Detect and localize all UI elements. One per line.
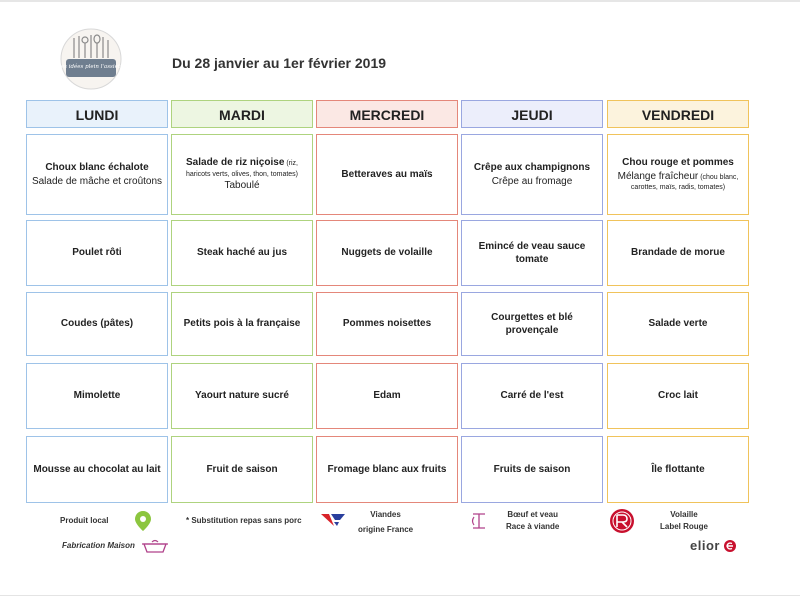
meal-line <box>501 389 564 403</box>
menu-cell <box>461 220 603 286</box>
meal-line <box>184 317 301 331</box>
day-header: VENDREDI <box>607 100 749 128</box>
menu-cell <box>316 436 458 503</box>
menu-cell <box>26 292 168 356</box>
menu-cell <box>316 363 458 429</box>
location-pin-icon <box>134 510 152 537</box>
meal-line <box>651 463 704 477</box>
menu-cell <box>26 363 168 429</box>
legend-boeuf-veau: Bœuf et veau Race à viande <box>506 510 560 531</box>
meal-line <box>195 389 289 403</box>
meal-line <box>474 161 590 175</box>
meal-main: Pommes noisettes <box>342 318 432 330</box>
day-header: MERCREDI <box>316 100 458 128</box>
legend-produit-local: Produit local <box>60 516 109 525</box>
meal-main: Mimolette <box>73 390 121 402</box>
day-column-mardi <box>171 100 313 510</box>
meal-line <box>343 317 431 331</box>
menu-cell <box>461 363 603 429</box>
meal-detail: haricots verts, olives, thon, tomates) <box>185 170 299 178</box>
meal-line <box>61 317 133 331</box>
legend-fabrication-maison: Fabrication Maison <box>62 541 135 550</box>
meal-main: Coudes (pâtes) <box>60 318 134 330</box>
meal-line <box>341 246 432 260</box>
meal-second: Taboulé <box>224 180 260 192</box>
menu-cell <box>461 134 603 215</box>
menu-cell <box>26 134 168 215</box>
day-column-vendredi <box>607 100 749 510</box>
legend-volaille: Volaille Label Rouge <box>660 510 709 531</box>
meal-main: Île flottante <box>651 463 705 475</box>
cooking-pot-icon <box>141 538 169 559</box>
meal-main: Salade verte <box>648 318 708 330</box>
meal-main: Carré de l'est <box>500 390 564 402</box>
menu-cell <box>316 220 458 286</box>
meal-line <box>186 156 298 170</box>
meal-line <box>74 389 121 403</box>
logo-text: Des idées plein l'assiette <box>56 64 126 70</box>
meal-main: Betteraves au maïs <box>341 168 433 180</box>
meal-main: Mousse au chocolat au lait <box>33 463 161 475</box>
day-column-lundi <box>26 100 168 510</box>
day-header: LUNDI <box>26 100 168 128</box>
meal-main: Petits pois à la française <box>183 318 301 330</box>
meal-line <box>45 161 148 175</box>
menu-cell <box>171 363 313 429</box>
meal-main: Steak haché au jus <box>196 247 288 259</box>
menu-cell <box>461 292 603 356</box>
menu-cell <box>607 363 749 429</box>
menu-cell <box>607 436 749 503</box>
label-rouge-icon <box>608 507 636 540</box>
menu-cell <box>171 134 313 215</box>
meal-line <box>373 389 400 403</box>
menu-cell <box>607 292 749 356</box>
brand-mark-icon <box>723 539 737 553</box>
viandes-france-icon <box>320 512 346 533</box>
day-column-mercredi <box>316 100 458 510</box>
meal-line <box>658 389 698 403</box>
meal-line <box>649 317 708 331</box>
meal-detail: carottes, maïs, radis, tomates) <box>630 184 726 192</box>
meal-main: Fruit de saison <box>206 463 278 475</box>
meal-line <box>618 170 739 184</box>
meal-main: Salade de riz niçoise <box>186 157 285 169</box>
meal-main: Brandade de morue <box>631 247 725 259</box>
meal-line <box>466 240 598 267</box>
meal-line <box>494 463 571 477</box>
meal-line <box>631 246 725 260</box>
day-header: MARDI <box>171 100 313 128</box>
menu-cell <box>461 436 603 503</box>
meal-detail: (riz, <box>284 160 298 168</box>
meal-main: Fruits de saison <box>493 463 571 475</box>
brand-logo: elior <box>690 538 737 553</box>
menu-cell <box>26 220 168 286</box>
meal-second: Crêpe au fromage <box>491 175 573 187</box>
day-header: JEUDI <box>461 100 603 128</box>
meal-line <box>341 168 432 182</box>
meal-line <box>622 156 734 170</box>
meal-line <box>466 311 598 338</box>
menu-cell <box>316 292 458 356</box>
meal-main: Crêpe aux champignons <box>473 162 591 173</box>
logo <box>56 28 126 90</box>
meal-main: Edam <box>373 390 401 402</box>
legend-viandes: Viandes origine France <box>358 510 414 534</box>
meal-line <box>197 246 287 260</box>
meal-main: Yaourt nature sucré <box>195 390 289 402</box>
menu-cell <box>607 134 749 215</box>
meal-main: Poulet rôti <box>72 247 122 259</box>
page-title: Du 28 janvier au 1er février 2019 <box>172 55 387 71</box>
beef-veal-icon <box>470 512 488 535</box>
meal-detail: (chou blanc, <box>698 173 739 181</box>
meal-second: Salade de mâche et croûtons <box>31 175 163 187</box>
day-column-jeudi <box>461 100 603 510</box>
meal-main: Emincé de veau sauce tomate <box>478 240 586 265</box>
menu-cell <box>26 436 168 503</box>
top-rule <box>0 0 800 2</box>
menu-cell <box>171 292 313 356</box>
meal-main: Nuggets de volaille <box>341 247 433 259</box>
menu-cell <box>607 220 749 286</box>
meal-main: Chou rouge et pommes <box>622 157 734 169</box>
meal-line <box>206 463 277 477</box>
meal-second: Mélange fraîcheur <box>617 170 699 182</box>
menu-cell <box>171 220 313 286</box>
meal-main: Fromage blanc aux fruits <box>327 463 447 475</box>
legend-substitution: * Substitution repas sans porc <box>186 516 302 525</box>
meal-line <box>33 463 160 477</box>
bottom-rule <box>0 595 800 596</box>
menu-cell <box>316 134 458 215</box>
menu-cell <box>171 436 313 503</box>
meal-main: Choux blanc échalote <box>45 162 149 173</box>
meal-line <box>328 463 447 477</box>
meal-main: Courgettes et blé provençale <box>491 311 573 336</box>
meal-line <box>72 246 121 260</box>
meal-main: Croc lait <box>657 390 698 402</box>
